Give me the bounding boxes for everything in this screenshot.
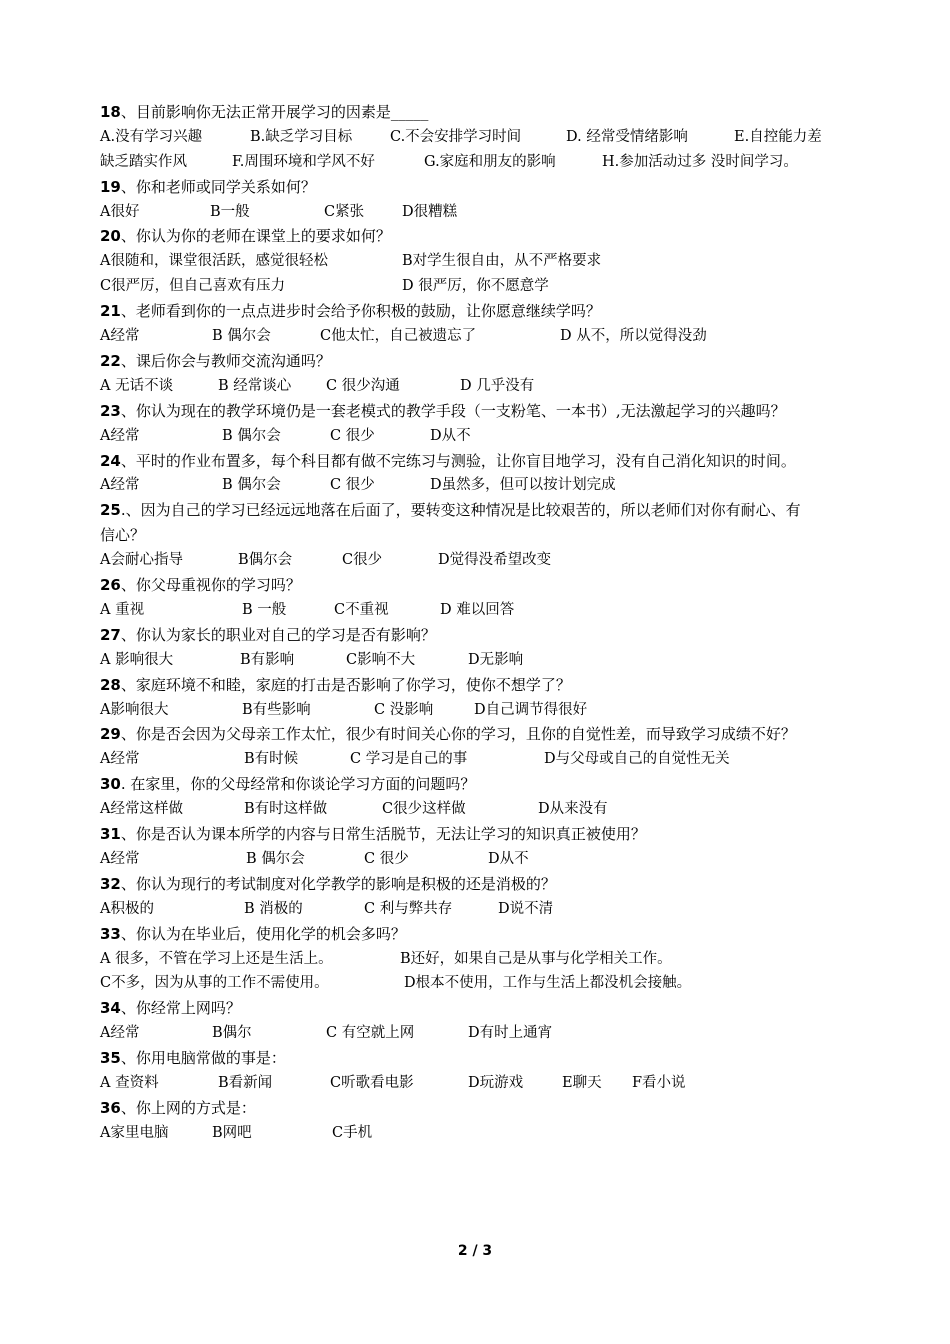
question-number: 36 xyxy=(100,1098,121,1117)
question-text xyxy=(100,673,870,698)
answer-option[interactable]: C很少这样做 xyxy=(382,801,466,818)
question-33 xyxy=(100,922,870,997)
answer-option[interactable]: D 很严厉，你不愿意学 xyxy=(402,278,549,295)
answer-option[interactable]: A经常 xyxy=(100,850,140,867)
answer-option[interactable]: B 偶尔会 xyxy=(246,850,305,867)
question-number: 27 xyxy=(100,625,121,644)
question-36 xyxy=(100,1096,870,1146)
answer-option[interactable]: D虽然多，但可以按计划完成 xyxy=(430,477,616,494)
answer-option[interactable]: A很好 xyxy=(100,203,140,220)
answer-option[interactable]: B有时这样做 xyxy=(244,801,328,818)
question-text xyxy=(100,922,870,947)
question-text xyxy=(100,299,870,324)
question-text xyxy=(100,449,870,474)
answer-options xyxy=(100,971,870,996)
page-number: 2 / 3 xyxy=(457,1243,493,1259)
question-prompt: 、你认为家长的职业对自己的学习是否有影响？ xyxy=(120,625,436,644)
answer-options xyxy=(100,324,870,349)
question-32 xyxy=(100,872,870,922)
answer-option[interactable]: B 偶尔会 xyxy=(222,427,281,444)
answer-options xyxy=(100,1071,870,1096)
answer-option[interactable]: C影响不大 xyxy=(346,651,416,668)
answer-option[interactable]: 缺乏踏实作风 xyxy=(100,153,187,170)
question-number: 29 xyxy=(100,725,121,744)
answer-option[interactable]: E聊天 xyxy=(562,1075,602,1092)
answer-option[interactable]: G.家庭和朋友的影响 xyxy=(424,153,556,170)
answer-options xyxy=(100,249,870,274)
question-text xyxy=(100,100,870,125)
answer-option[interactable]: A 查资料 xyxy=(100,1075,159,1092)
answer-options xyxy=(100,424,870,449)
answer-option[interactable]: B一般 xyxy=(210,203,250,220)
answer-option[interactable]: A影响很大 xyxy=(100,701,169,718)
question-text xyxy=(100,224,870,249)
answer-option[interactable]: D 难以回答 xyxy=(440,601,515,618)
answer-option[interactable]: C很严厉，但自己喜欢有压力 xyxy=(100,278,286,295)
answer-option[interactable]: F.周围环境和学风不好 xyxy=(232,153,375,170)
question-prompt: 、你用电脑常做的事是： xyxy=(120,1049,286,1068)
answer-option[interactable]: C他太忙，自己被遗忘了 xyxy=(320,328,477,345)
question-number: 22 xyxy=(100,351,121,370)
question-prompt: 、你和老师或同学关系如何？ xyxy=(120,177,316,196)
answer-option[interactable]: C 很少 xyxy=(330,477,375,494)
answer-options xyxy=(100,274,870,299)
answer-option[interactable]: B偶尔会 xyxy=(238,552,293,569)
question-number: 25 xyxy=(100,501,121,520)
question-prompt: 、你认为现在的教学环境仍是一套老模式的教学手段（一支粉笔、一本书）,无法激起学习的兴趣吗？ xyxy=(120,401,786,420)
question-number: 32 xyxy=(100,874,121,893)
answer-options xyxy=(100,598,870,623)
question-34 xyxy=(100,996,870,1046)
answer-option[interactable]: D根本不使用，工作与生活上都没机会接触。 xyxy=(404,975,692,992)
question-text xyxy=(100,498,870,523)
answer-option[interactable]: B对学生很自由，从不严格要求 xyxy=(402,253,602,270)
answer-option[interactable]: D很糟糕 xyxy=(402,203,458,220)
question-20 xyxy=(100,224,870,299)
answer-option[interactable]: B有影响 xyxy=(240,651,295,668)
question-22 xyxy=(100,349,870,399)
answer-option[interactable]: C.不会安排学习时间 xyxy=(390,128,522,145)
question-number: 35 xyxy=(100,1049,121,1068)
answer-options xyxy=(100,897,870,922)
question-number: 33 xyxy=(100,924,121,943)
answer-option[interactable]: A积极的 xyxy=(100,900,154,917)
question-prompt: .、因为自己的学习已经远远地落在后面了，要转变这种情况是比较艰苦的，所以老师们对你有耐心、有 xyxy=(120,501,801,520)
answer-option[interactable]: A经常 xyxy=(100,477,140,494)
question-27 xyxy=(100,623,870,673)
question-24 xyxy=(100,449,870,499)
question-prompt: 、你认为现行的考试制度对化学教学的影响是积极的还是消极的？ xyxy=(120,874,556,893)
question-number: 26 xyxy=(100,576,121,595)
question-text xyxy=(100,623,870,648)
question-prompt: 、平时的作业布置多，每个科目都有做不完练习与测验，让你盲目地学习，没有自己消化知识的时间。 xyxy=(120,451,796,470)
answer-option[interactable]: B看新闻 xyxy=(218,1075,273,1092)
question-prompt: 、你是否认为课本所学的内容与日常生活脱节，无法让学习的知识真正被使用？ xyxy=(120,825,646,844)
answer-options xyxy=(100,473,870,498)
question-prompt: 、你认为你的老师在课堂上的要求如何？ xyxy=(120,227,391,246)
question-text xyxy=(100,722,870,747)
question-text xyxy=(100,872,870,897)
question-prompt: 、你上网的方式是： xyxy=(120,1098,256,1117)
answer-option[interactable]: C紧张 xyxy=(324,203,365,220)
answer-option[interactable]: D觉得没希望改变 xyxy=(438,552,552,569)
question-text-continued: 信心？ xyxy=(100,526,146,545)
answer-option[interactable]: B 经常谈心 xyxy=(218,377,292,394)
question-text xyxy=(100,1096,870,1121)
question-number: 30 xyxy=(100,775,121,794)
answer-option[interactable]: C 利与弊共存 xyxy=(364,900,453,917)
answer-option[interactable]: B偶尔 xyxy=(212,1025,252,1042)
answer-option[interactable]: C 很少 xyxy=(330,427,375,444)
answer-option[interactable]: C 有空就上网 xyxy=(326,1025,415,1042)
answer-option[interactable]: C不多，因为从事的工作不需使用。 xyxy=(100,975,329,992)
answer-option[interactable]: A经常 xyxy=(100,751,140,768)
answer-option[interactable]: B还好，如果自己是从事与化学相关工作。 xyxy=(400,950,672,967)
answer-options xyxy=(100,747,870,772)
question-text xyxy=(100,399,870,424)
question-21 xyxy=(100,299,870,349)
answer-option[interactable]: A经常这样做 xyxy=(100,801,183,818)
answer-option[interactable]: C很少 xyxy=(342,552,383,569)
answer-options xyxy=(100,797,870,822)
question-30 xyxy=(100,772,870,822)
question-25 xyxy=(100,498,870,573)
question-prompt: . 在家里，你的父母经常和你谈论学习方面的问题吗？ xyxy=(120,775,476,794)
answer-option[interactable]: B 偶尔会 xyxy=(222,477,281,494)
question-number: 20 xyxy=(100,227,121,246)
answer-option[interactable]: C手机 xyxy=(332,1124,373,1141)
answer-option[interactable]: D从不 xyxy=(488,850,529,867)
answer-options xyxy=(100,548,870,573)
question-19 xyxy=(100,175,870,225)
question-text xyxy=(100,573,870,598)
answer-options xyxy=(100,947,870,972)
answer-options xyxy=(100,374,870,399)
question-23 xyxy=(100,399,870,449)
answer-option[interactable]: A 很多，不管在学习上还是生活上。 xyxy=(100,950,333,967)
question-35 xyxy=(100,1046,870,1096)
answer-options xyxy=(100,150,870,175)
answer-option[interactable]: A 无话不谈 xyxy=(100,377,174,394)
question-prompt: 、你认为在毕业后，使用化学的机会多吗？ xyxy=(120,924,406,943)
answer-option[interactable]: C听歌看电影 xyxy=(330,1075,414,1092)
answer-option[interactable]: C 很少 xyxy=(364,850,409,867)
question-prompt: 、家庭环境不和睦，家庭的打击是否影响了你学习，使你不想学了？ xyxy=(120,675,571,694)
answer-options xyxy=(100,1121,870,1146)
answer-option[interactable]: B 消极的 xyxy=(244,900,303,917)
answer-option[interactable]: D与父母或自己的自觉性无关 xyxy=(544,751,730,768)
question-text xyxy=(100,1046,870,1071)
answer-option[interactable]: A 影响很大 xyxy=(100,651,174,668)
answer-option[interactable]: D从来没有 xyxy=(538,801,608,818)
answer-option[interactable]: D玩游戏 xyxy=(468,1075,524,1092)
question-number: 18 xyxy=(100,103,121,121)
document-body xyxy=(100,100,870,1146)
answer-option[interactable]: C 没影响 xyxy=(374,701,434,718)
answer-option[interactable]: B.缺乏学习目标 xyxy=(250,128,353,145)
answer-option[interactable]: D说不清 xyxy=(498,900,554,917)
answer-option[interactable]: A经常 xyxy=(100,427,140,444)
answer-option[interactable]: B有时候 xyxy=(244,751,299,768)
question-text xyxy=(100,996,870,1021)
answer-option[interactable]: C 很少沟通 xyxy=(326,377,400,394)
answer-options xyxy=(100,698,870,723)
answer-option[interactable]: E.自控能力差 xyxy=(734,128,822,145)
answer-option[interactable]: B 一般 xyxy=(242,601,287,618)
answer-options xyxy=(100,648,870,673)
answer-option[interactable]: B网吧 xyxy=(212,1124,252,1141)
question-number: 23 xyxy=(100,401,121,420)
answer-option[interactable]: A会耐心指导 xyxy=(100,552,183,569)
answer-option[interactable]: A经常 xyxy=(100,328,140,345)
answer-option[interactable]: A很随和，课堂很活跃，感觉很轻松 xyxy=(100,253,328,270)
question-text xyxy=(100,349,870,374)
question-29 xyxy=(100,722,870,772)
answer-option[interactable]: D从不 xyxy=(430,427,471,444)
question-text xyxy=(100,822,870,847)
question-prompt: 、目前影响你无法正常开展学习的因素是_____ xyxy=(120,103,429,121)
answer-option[interactable]: D有时上通宵 xyxy=(468,1025,553,1042)
answer-option[interactable]: C 学习是自己的事 xyxy=(350,751,468,768)
question-31 xyxy=(100,822,870,872)
question-number: 28 xyxy=(100,675,121,694)
answer-option[interactable]: B 偶尔会 xyxy=(212,328,271,345)
answer-option[interactable]: D 从不，所以觉得没劲 xyxy=(560,328,707,345)
question-18 xyxy=(100,100,870,175)
answer-options xyxy=(100,1021,870,1046)
answer-option[interactable]: B有些影响 xyxy=(242,701,311,718)
answer-option[interactable]: A经常 xyxy=(100,1025,140,1042)
question-prompt: 、老师看到你的一点点进步时会给予你积极的鼓励，让你愿意继续学吗？ xyxy=(120,302,601,321)
question-number: 34 xyxy=(100,999,121,1018)
answer-option[interactable]: H.参加活动过多 没时间学习。 xyxy=(602,153,798,170)
question-prompt: 、你经常上网吗？ xyxy=(120,999,241,1018)
question-28 xyxy=(100,673,870,723)
question-prompt: 、你是否会因为父母亲工作太忙，很少有时间关心你的学习，且你的自觉性差，而导致学习成绩不好？ xyxy=(120,725,796,744)
answer-options xyxy=(100,847,870,872)
question-number: 31 xyxy=(100,825,121,844)
answer-option[interactable]: A 重视 xyxy=(100,601,145,618)
answer-option[interactable]: D无影响 xyxy=(468,651,524,668)
question-text xyxy=(100,175,870,200)
answer-option[interactable]: A.没有学习兴趣 xyxy=(100,128,203,145)
answer-option[interactable]: D 几乎没有 xyxy=(460,377,535,394)
question-prompt: 、你父母重视你的学习吗？ xyxy=(120,576,301,595)
answer-option[interactable]: D自己调节得很好 xyxy=(474,701,588,718)
question-text xyxy=(100,772,870,797)
answer-options xyxy=(100,200,870,225)
answer-option[interactable]: C不重视 xyxy=(334,601,389,618)
answer-option[interactable]: D. 经常受情绪影响 xyxy=(566,128,688,145)
answer-option[interactable]: F看小说 xyxy=(632,1075,686,1092)
answer-option[interactable]: A家里电脑 xyxy=(100,1124,169,1141)
question-number: 21 xyxy=(100,302,121,321)
question-26 xyxy=(100,573,870,623)
answer-options xyxy=(100,125,870,150)
question-number: 24 xyxy=(100,451,121,470)
question-prompt: 、课后你会与教师交流沟通吗？ xyxy=(120,351,331,370)
question-number: 19 xyxy=(100,177,121,196)
